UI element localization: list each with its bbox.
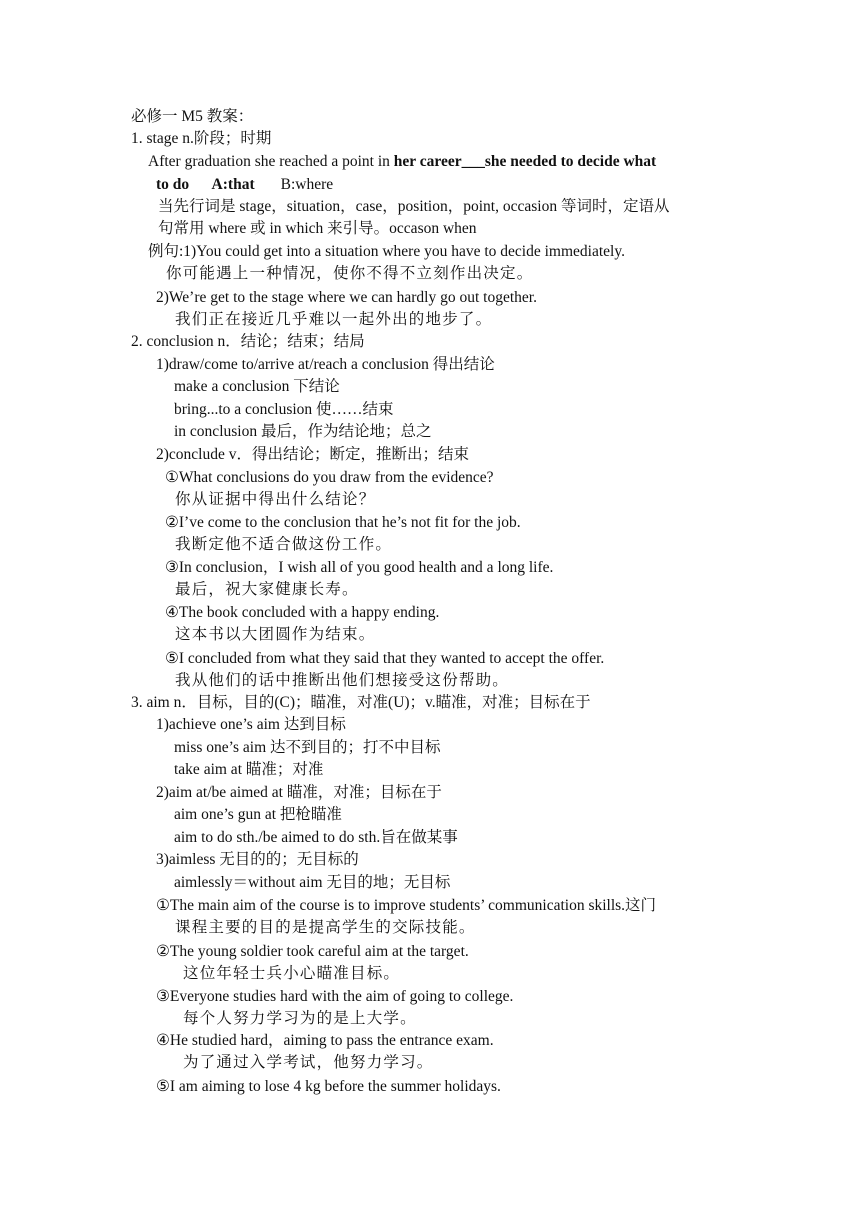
section-3-example-4: ④He studied hard，aiming to pass the entrance exam. [156,1032,494,1049]
section-2-example-3-translation: 最后，祝大家健康长寿。 [175,581,359,598]
section-2-example-5-translation: 我从他们的话中推断出他们想接受这份帮助。 [175,672,510,689]
doc-title: 必修一 M5 教案： [131,108,254,125]
section-3-phrase-2: 2)aim at/be aimed at 瞄准，对准；目标在于 [156,784,442,801]
section-3-phrase-3: 3)aimless 无目的的；无目标的 [156,851,359,868]
section-2-phrase-1c: in conclusion 最后，作为结论地；总之 [174,423,432,440]
section-2-heading: 2. conclusion n．结论；结束；结局 [131,333,365,350]
section-3-phrase-2a: aim one’s gun at 把枪瞄准 [174,806,342,823]
section-2-example-2-translation: 我断定他不适合做这份工作。 [175,536,393,553]
section-3-heading: 3. aim n．目标，目的(C)；瞄准，对准(U)；v.瞄准，对准；目标在于 [131,694,591,711]
section-3-phrase-2b: aim to do sth./be aimed to do sth.旨在做某事 [174,829,458,846]
section-1-options [156,174,333,197]
section-3-example-3-translation: 每个人努力学习为的是上大学。 [183,1010,417,1027]
section-2-phrase-1a: make a conclusion 下结论 [174,378,340,395]
section-1-heading: 1. stage n.阶段；时期 [131,130,272,147]
section-2-phrase-1: 1)draw/come to/arrive at/reach a conclusion 得出结论 [156,356,495,373]
section-3-example-1: ①The main aim of the course is to improve students’ communication skills.这门 [156,897,657,914]
section-3-example-2: ②The young soldier took careful aim at the target. [156,943,469,960]
section-1-question [148,151,656,174]
question-text-plain: After graduation she reached a point in [148,153,394,170]
section-3-example-3: ③Everyone studies hard with the aim of going to college. [156,988,514,1005]
section-2-phrase-1b: bring...to a conclusion 使……结束 [174,401,394,418]
section-2-example-4-translation: 这本书以大团圆作为结束。 [175,626,376,643]
section-3-example-2-translation: 这位年轻士兵小心瞄准目标。 [183,965,401,982]
section-2-example-5: ⑤I concluded from what they said that they wanted to accept the offer. [165,650,605,667]
section-3-example-1-continuation: 课程主要的目的是提高学生的交际技能。 [175,919,476,936]
section-3-example-4-translation: 为了通过入学考试，他努力学习。 [183,1054,434,1071]
section-2-phrase-2: 2)conclude v．得出结论；断定，推断出；结束 [156,446,469,463]
section-1-note-line-1: 当先行词是 stage，situation，case，position，point, occasion 等词时，定语从 [158,198,670,215]
section-2-example-1: ①What conclusions do you draw from the evidence? [165,469,494,486]
option-a: to do A:that [156,176,255,193]
question-text-bold: her career___she needed to decide what [393,153,657,170]
section-1-example-1-translation: 你可能遇上一种情况，使你不得不立刻作出决定。 [166,265,534,282]
section-2-example-1-translation: 你从证据中得出什么结论？ [175,491,376,508]
section-2-example-3: ③In conclusion，I wish all of you good health and a long life. [165,559,554,576]
section-1-example-2: 2)We’re get to the stage where we can hardly go out together. [156,289,537,306]
section-3-phrase-3a: aimlessly＝without aim 无目的地；无目标 [174,874,451,891]
section-3-phrase-1a: miss one’s aim 达不到目的；打不中目标 [174,739,441,756]
section-3-phrase-1b: take aim at 瞄准；对准 [174,761,324,778]
section-1-example-2-translation: 我们正在接近几乎难以一起外出的地步了。 [175,311,493,328]
section-2-example-2: ②I’ve come to the conclusion that he’s not fit for the job. [165,514,521,531]
option-b: B:where [280,176,334,193]
section-2-example-4: ④The book concluded with a happy ending. [165,604,440,621]
section-1-example-1: 例句:1)You could get into a situation where you have to decide immediately. [148,243,625,260]
section-3-example-5: ⑤I am aiming to lose 4 kg before the summer holidays. [156,1078,501,1095]
section-3-phrase-1: 1)achieve one’s aim 达到目标 [156,716,346,733]
section-1-note-line-2: 句常用 where 或 in which 来引导。occason when [158,220,477,237]
